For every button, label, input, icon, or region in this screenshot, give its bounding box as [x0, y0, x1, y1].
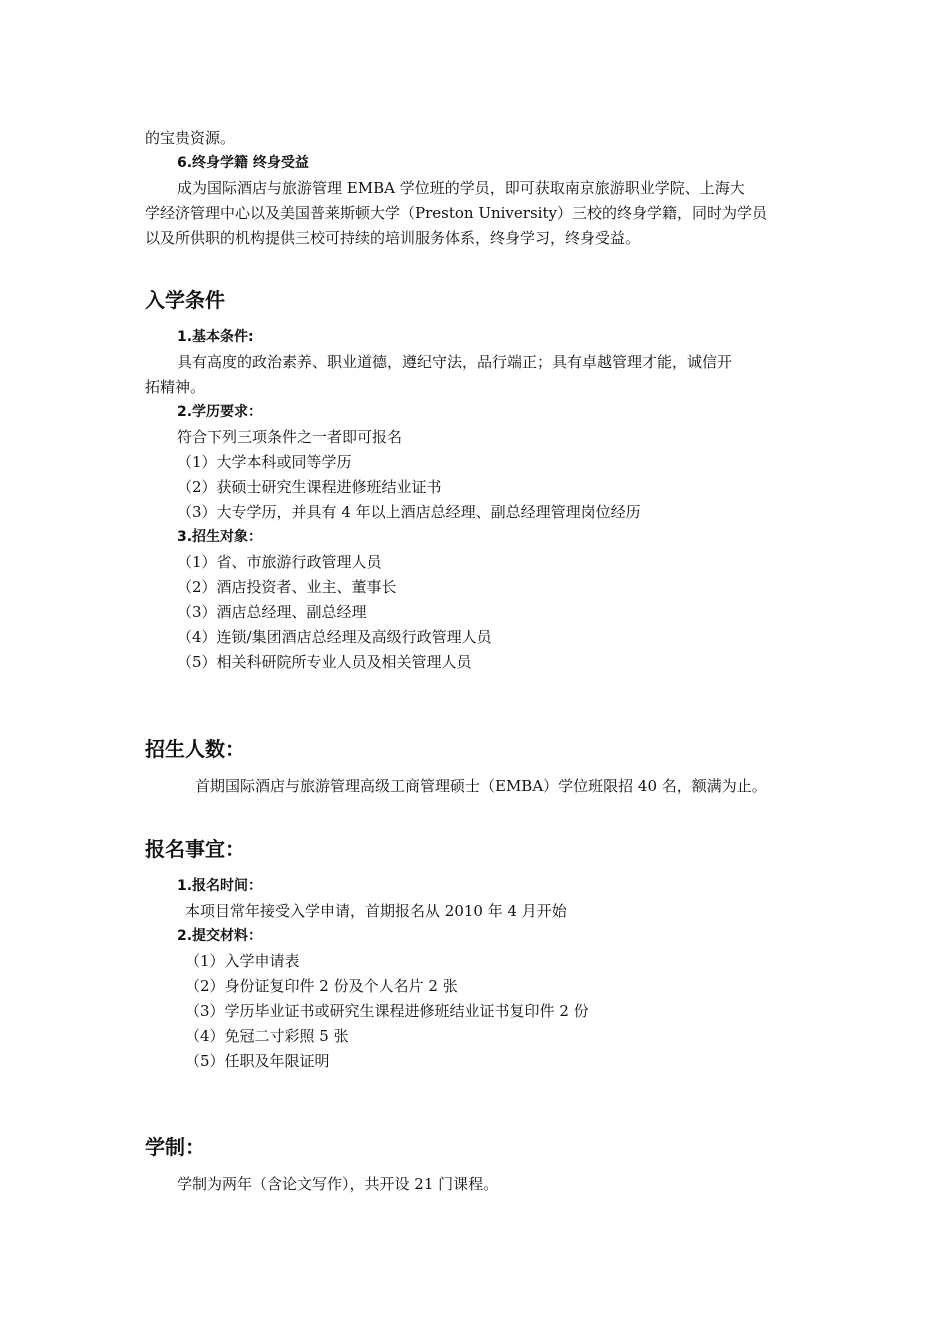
item6-line-3: 以及所供职的机构提供三校可持续的培训服务体系，终身学习，终身受益。	[145, 229, 641, 247]
registration-time-title: 1.报名时间：	[177, 878, 263, 894]
list-item: （4）连锁/集团酒店总经理及高级行政管理人员	[177, 628, 492, 646]
item6-line-1: 成为国际酒店与旅游管理 EMBA 学位班的学员，即可获取南京旅游职业学院、上海大	[177, 179, 745, 197]
list-item: （2）酒店投资者、业主、董事长	[177, 578, 397, 596]
duration-text: 学制为两年（含论文写作），共开设 21 门课程。	[177, 1175, 499, 1193]
list-item: （2）身份证复印件 2 份及个人名片 2 张	[185, 977, 458, 995]
list-item: （3）学历毕业证书或研究生课程进修班结业证书复印件 2 份	[185, 1002, 589, 1020]
registration-time-text: 本项目常年接受入学申请，首期报名从 2010 年 4 月开始	[185, 902, 567, 920]
basic-conditions-line-1: 具有高度的政治素养、职业道德，遵纪守法，品行端正；具有卓越管理才能，诚信开	[177, 353, 733, 371]
item6-line-2: 学经济管理中心以及美国普莱斯顿大学（Preston University）三校的终身学籍，同时为学员	[145, 204, 767, 222]
paragraph-continuation: 的宝贵资源。	[145, 129, 236, 147]
list-item: （5）相关科研院所专业人员及相关管理人员	[177, 653, 472, 671]
list-item: （3）大专学历，并具有 4 年以上酒店总经理、副总经理管理岗位经历	[177, 503, 641, 521]
list-item: （3）酒店总经理、副总经理	[177, 603, 367, 621]
registration-heading: 报名事宜：	[145, 837, 245, 861]
duration-heading: 学制：	[145, 1135, 205, 1159]
list-item: （1）大学本科或同等学历	[177, 453, 352, 471]
admission-heading: 入学条件	[145, 288, 225, 312]
education-title: 2.学历要求：	[177, 404, 263, 420]
item6-title: 6.终身学籍 终身受益	[177, 155, 309, 171]
list-item: （2）获硕士研究生课程进修班结业证书	[177, 478, 442, 496]
education-intro: 符合下列三项条件之一者即可报名	[177, 428, 403, 446]
target-title: 3.招生对象：	[177, 529, 263, 545]
basic-conditions-title: 1.基本条件:	[177, 329, 254, 345]
basic-conditions-line-2: 拓精神。	[145, 378, 206, 396]
enrollment-heading: 招生人数：	[145, 737, 245, 761]
list-item: （1）省、市旅游行政管理人员	[177, 553, 382, 571]
list-item: （5）任职及年限证明	[185, 1052, 330, 1070]
list-item: （4）免冠二寸彩照 5 张	[185, 1027, 349, 1045]
enrollment-text: 首期国际酒店与旅游管理高级工商管理硕士（EMBA）学位班限招 40 名，额满为止。	[195, 777, 767, 795]
list-item: （1）入学申请表	[185, 952, 300, 970]
materials-title: 2.提交材料：	[177, 928, 263, 944]
